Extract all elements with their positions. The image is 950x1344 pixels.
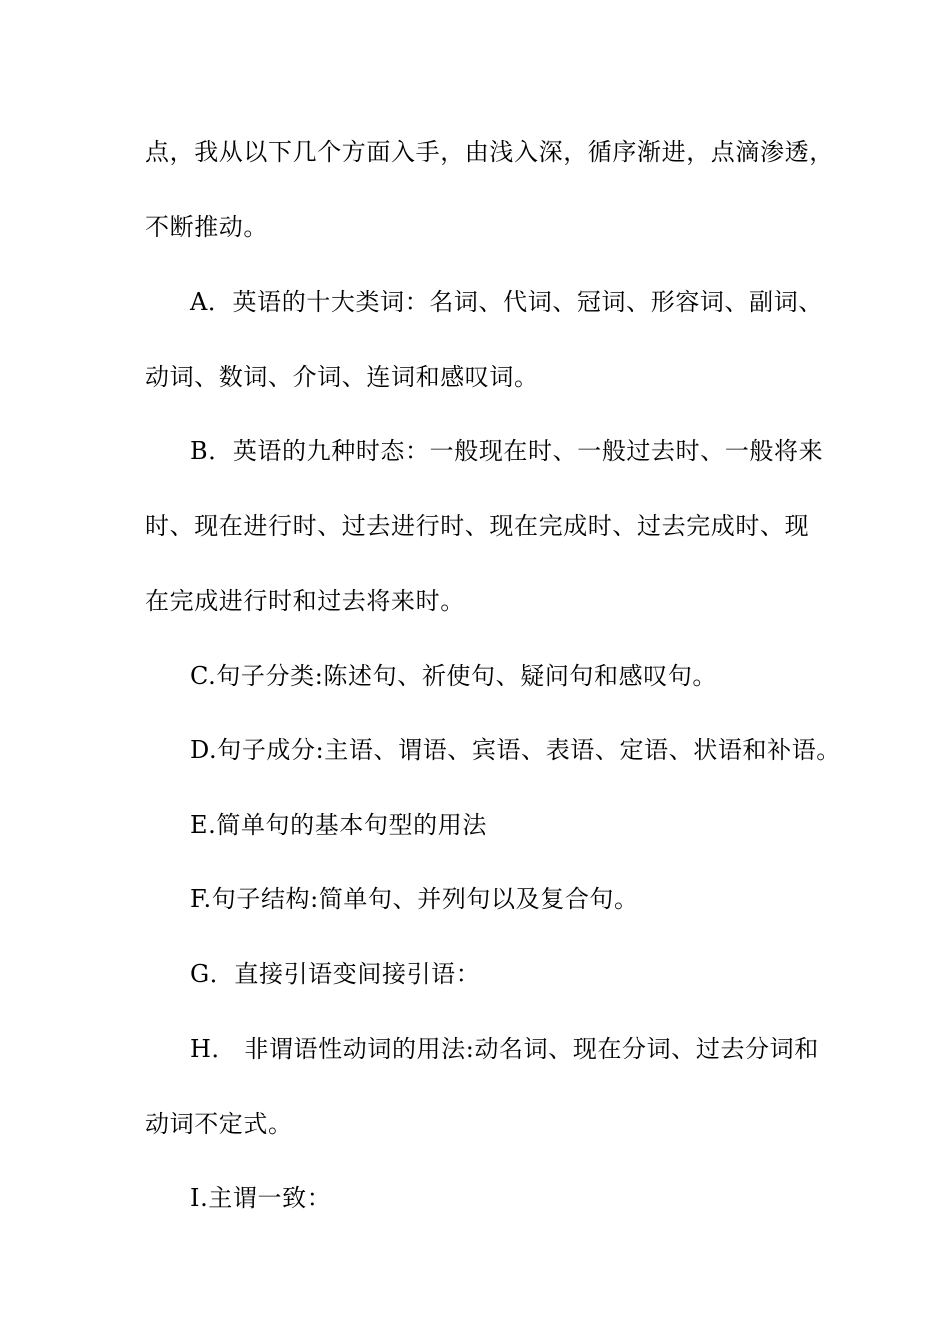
text-line: E.简单句的基本句型的用法 <box>190 811 487 839</box>
text-line: D.句子成分:主语、谓语、宾语、表语、定语、状语和补语。 <box>190 736 841 764</box>
text-line: G．直接引语变间接引语： <box>190 960 481 988</box>
text-line: 动词、数词、介词、连词和感叹词。 <box>145 363 539 391</box>
text-line: 点，我从以下几个方面入手，由浅入深，循序渐进，点滴渗透， <box>145 138 834 166</box>
text-line: 动词不定式。 <box>145 1110 293 1138</box>
text-line: 在完成进行时和过去将来时。 <box>145 587 465 615</box>
text-line: F.句子结构:简单句、并列句以及复合句。 <box>190 885 639 913</box>
text-line: 不断推动。 <box>145 213 268 241</box>
text-line: H． 非谓语性动词的用法:动名词、现在分词、过去分词和 <box>190 1035 819 1063</box>
text-line: B．英语的九种时态：一般现在时、一般过去时、一般将来 <box>190 437 824 465</box>
text-line: A．英语的十大类词：名词、代词、冠词、形容词、副词、 <box>190 288 823 316</box>
text-line: 时、现在进行时、过去进行时、现在完成时、过去完成时、现 <box>145 512 810 540</box>
text-line: I.主谓一致： <box>190 1184 332 1212</box>
text-line: C.句子分类:陈述句、祈使句、疑问句和感叹句。 <box>190 662 718 690</box>
